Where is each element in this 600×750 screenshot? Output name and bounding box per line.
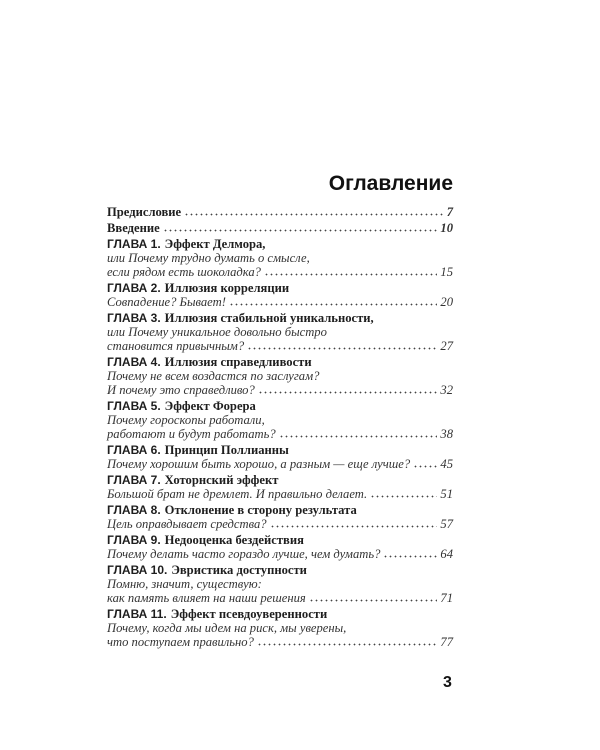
- chapter-subtitle: или Почему трудно думать о смысле,: [107, 251, 310, 265]
- toc-entry-heading: [107, 221, 453, 235]
- toc-entry[interactable]: [107, 399, 453, 441]
- toc-entry[interactable]: [107, 563, 453, 605]
- chapter-subtitle-line: [107, 517, 453, 531]
- chapter-subtitle: Почему делать часто гораздо лучше, чем думать?: [107, 547, 381, 561]
- page-title: Оглавление: [328, 172, 453, 195]
- toc-entry[interactable]: [107, 503, 453, 531]
- chapter-subtitle-line: [107, 339, 453, 353]
- dot-leader: [270, 518, 438, 528]
- chapter-label: ГЛАВА 11.: [107, 607, 167, 621]
- dot-leader: [370, 488, 437, 498]
- dot-leader: [309, 592, 438, 602]
- page-number: 3: [443, 674, 452, 691]
- page-reference[interactable]: 27: [440, 339, 453, 353]
- chapter-title: Эффект Делмора,: [164, 237, 266, 251]
- chapter-subtitle: Совпадение? Бывает!: [107, 295, 226, 309]
- chapter-subtitle-line: [107, 547, 453, 561]
- page-reference[interactable]: 64: [440, 547, 453, 561]
- toc-entry[interactable]: [107, 607, 453, 649]
- chapter-subtitle: Почему не всем воздастся по заслугам?: [107, 369, 320, 383]
- chapter-subtitle: Почему, когда мы идем на риск, мы уверены,: [107, 621, 347, 635]
- chapter-subtitle: Почему гороскопы работали,: [107, 413, 265, 427]
- chapter-title: Иллюзия справедливости: [164, 355, 312, 369]
- chapter-label: ГЛАВА 1.: [107, 237, 161, 251]
- chapter-subtitle-line: [107, 591, 453, 605]
- chapter-subtitle: И почему это справедливо?: [107, 383, 255, 397]
- chapter-subtitle-line: [107, 251, 453, 265]
- chapter-label: ГЛАВА 9.: [107, 533, 161, 547]
- chapter-title: Хоторнский эффект: [164, 473, 279, 487]
- chapter-title: Эффект Форера: [164, 399, 256, 413]
- page-reference[interactable]: 57: [440, 517, 453, 531]
- chapter-title: Эффект псевдоуверенности: [170, 607, 328, 621]
- chapter-subtitle: работают и будут работать?: [107, 427, 276, 441]
- table-of-contents: [107, 205, 453, 651]
- toc-entry-heading: [107, 237, 453, 251]
- toc-entry-heading: [107, 503, 453, 517]
- chapter-subtitle: или Почему уникальное довольно быстро: [107, 325, 327, 339]
- page-reference[interactable]: 38: [440, 427, 453, 441]
- dot-leader: [413, 458, 437, 468]
- chapter-title: Принцип Поллианны: [164, 443, 289, 457]
- chapter-subtitle-line: [107, 577, 453, 591]
- chapter-subtitle-line: [107, 369, 453, 383]
- toc-entry[interactable]: [107, 205, 453, 219]
- chapter-title: Эвристика доступности: [171, 563, 307, 577]
- chapter-label: ГЛАВА 10.: [107, 563, 168, 577]
- toc-entry[interactable]: [107, 281, 453, 309]
- toc-entry[interactable]: [107, 533, 453, 561]
- dot-leader: [229, 296, 438, 306]
- chapter-subtitle-line: [107, 635, 453, 649]
- chapter-subtitle-line: [107, 265, 453, 279]
- dot-leader: [279, 428, 438, 438]
- dot-leader: [257, 636, 438, 646]
- toc-entry-heading: [107, 311, 453, 325]
- page-reference[interactable]: 45: [440, 457, 453, 471]
- toc-entry-heading: [107, 443, 453, 457]
- chapter-subtitle: что поступаем правильно?: [107, 635, 254, 649]
- dot-leader: [258, 384, 438, 394]
- toc-entry[interactable]: [107, 355, 453, 397]
- page-reference[interactable]: 10: [440, 221, 453, 235]
- chapter-subtitle: как память влияет на наши решения: [107, 591, 306, 605]
- chapter-subtitle-line: [107, 295, 453, 309]
- chapter-title: Введение: [107, 221, 160, 235]
- toc-entry-heading: [107, 399, 453, 413]
- chapter-subtitle: Помню, значит, существую:: [107, 577, 262, 591]
- chapter-subtitle-line: [107, 383, 453, 397]
- chapter-title: Иллюзия стабильной уникальности,: [164, 311, 374, 325]
- chapter-subtitle-line: [107, 457, 453, 471]
- toc-entry-heading: [107, 607, 453, 621]
- dot-leader: [163, 222, 438, 232]
- chapter-subtitle: Почему хорошим быть хорошо, а разным — еще лучше?: [107, 457, 411, 471]
- chapter-subtitle: Цель оправдывает средства?: [107, 517, 267, 531]
- dot-leader: [247, 340, 437, 350]
- toc-entry-heading: [107, 563, 453, 577]
- toc-entry-heading: [107, 473, 453, 487]
- chapter-label: ГЛАВА 6.: [107, 443, 161, 457]
- page-reference[interactable]: 15: [440, 265, 453, 279]
- toc-entry-heading: [107, 281, 453, 295]
- chapter-subtitle-line: [107, 413, 453, 427]
- toc-entry[interactable]: [107, 311, 453, 353]
- chapter-title: Отклонение в сторону результата: [164, 503, 357, 517]
- page-reference[interactable]: 32: [440, 383, 453, 397]
- chapter-subtitle: Большой брат не дремлет. И правильно делает.: [107, 487, 368, 501]
- chapter-label: ГЛАВА 7.: [107, 473, 161, 487]
- chapter-label: ГЛАВА 4.: [107, 355, 161, 369]
- page-reference[interactable]: 20: [440, 295, 453, 309]
- dot-leader: [264, 266, 437, 276]
- chapter-subtitle: становится привычным?: [107, 339, 245, 353]
- toc-entry[interactable]: [107, 443, 453, 471]
- chapter-label: ГЛАВА 2.: [107, 281, 161, 295]
- toc-entry-heading: [107, 205, 453, 219]
- chapter-subtitle: если рядом есть шоколадка?: [107, 265, 261, 279]
- chapter-title: Иллюзия корреляции: [164, 281, 290, 295]
- chapter-subtitle-line: [107, 325, 453, 339]
- page-reference[interactable]: 71: [440, 591, 453, 605]
- page-reference[interactable]: 51: [440, 487, 453, 501]
- chapter-subtitle-line: [107, 427, 453, 441]
- dot-leader: [383, 548, 437, 558]
- chapter-title: Недооценка бездействия: [164, 533, 304, 547]
- chapter-label: ГЛАВА 3.: [107, 311, 161, 325]
- chapter-label: ГЛАВА 8.: [107, 503, 161, 517]
- dot-leader: [184, 206, 444, 216]
- toc-entry-heading: [107, 533, 453, 547]
- toc-entry-heading: [107, 355, 453, 369]
- page-reference[interactable]: 77: [440, 635, 453, 649]
- toc-entry[interactable]: [107, 473, 453, 501]
- toc-entry[interactable]: [107, 221, 453, 235]
- chapter-subtitle-line: [107, 621, 453, 635]
- toc-entry[interactable]: [107, 237, 453, 279]
- chapter-subtitle-line: [107, 487, 453, 501]
- chapter-title: Предисловие: [107, 205, 182, 219]
- chapter-label: ГЛАВА 5.: [107, 399, 161, 413]
- page-reference[interactable]: 7: [446, 205, 453, 219]
